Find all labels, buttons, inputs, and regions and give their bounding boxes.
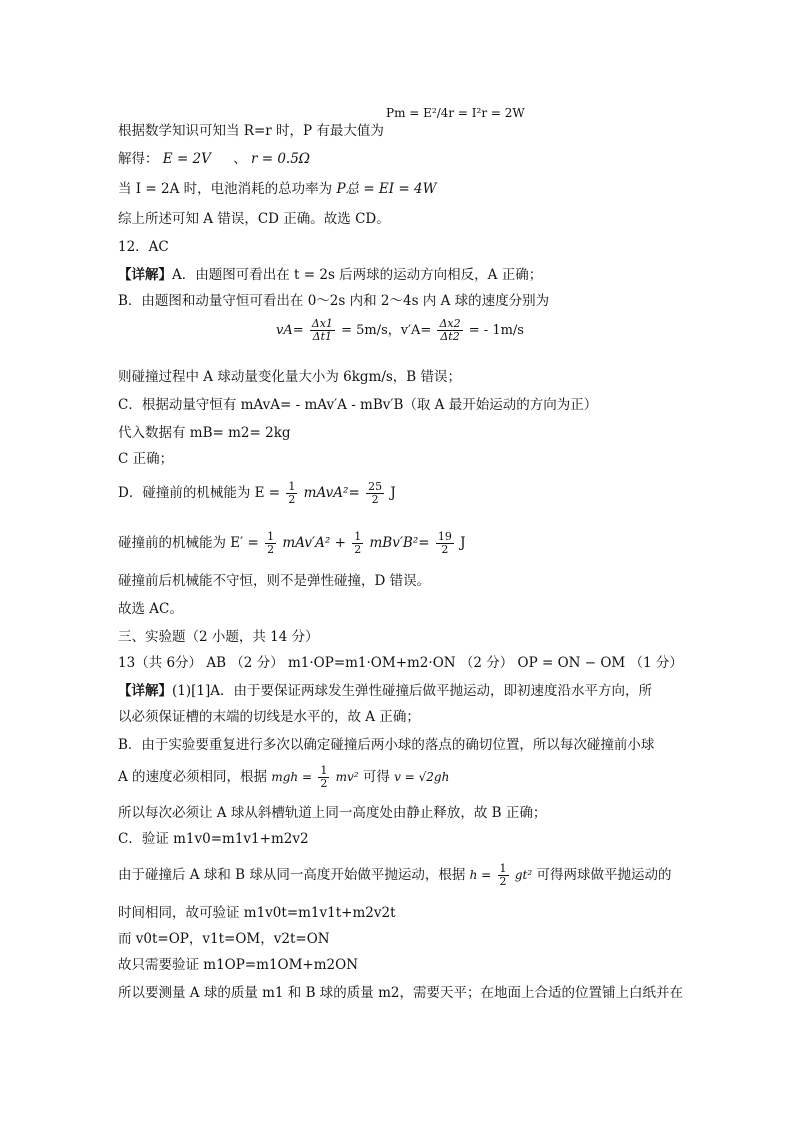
line-14: 碰撞前后机械能不守恒，则不是弹性碰撞，D 错误。 (118, 573, 431, 589)
line-24: 由于碰撞后 A 球和 B 球从同一高度开始做平抛运动，根据 h = $\frac{1}{2}$ gt² 可得两球做平抛运动的 (118, 862, 672, 888)
line-8: 则碰撞过程中 A 球动量变化量大小为 6kgm/s，B 错误； (118, 369, 462, 385)
line-22: 所以每次必须让 A 球从斜槽轨道上同一高度处由静止释放，故 B 正确； (118, 805, 547, 821)
question-13: 13（共 6分） AB （2 分） m1·OP=m1·OM+m2·ON （2 分） OP = ON − OM （1 分） (118, 655, 683, 671)
line-28: 所以要测量 A 球的质量 m1 和 B 球的质量 m2，需要天平；在地面上合适的位置铺上白纸并在 (118, 985, 683, 1001)
line-27: 故只需要验证 m1OP=m1OM+m2ON (118, 957, 359, 973)
line-9: C．根据动量守恒有 mAvA= - mAv′A - mBv′B（取 A 最开始运动的方向为正） (118, 397, 598, 413)
line-18: 【详解】(1)[1]A．由于要保证两球发生弹性碰撞后做平抛运动，即初速度沿水平方向，所 (118, 683, 652, 699)
line-25: 时间相同，故可验证 m1v0t=m1v1t+m2v2t (118, 905, 396, 921)
fraction-1: $\frac{\Delta x1}{\Delta t1}$ (311, 317, 333, 343)
line-20: B．由于实验要重复进行多次以确定碰撞后两小球的落点的确切位置，所以每次碰撞前小球 (118, 737, 655, 753)
line-1 (118, 122, 384, 140)
line-11: C 正确； (118, 451, 174, 467)
line-4: 综上所述可知 A 错误，CD 正确。故选 CD。 (118, 211, 390, 227)
line-23: C．验证 m1v0=m1v1+m2v2 (118, 831, 309, 847)
line-13: 碰撞前的机械能为 E′ = $\frac{1}{2}$ mAv′A² + $\frac{1}{2}$ mBv′B²= $\frac{19}{2}$ J (118, 530, 466, 556)
question-12: 12．AC (118, 239, 169, 255)
line-21: A 的速度必须相同，根据 mgh = $\frac{1}{2}$ mv² 可得 v = √2gh (118, 764, 450, 790)
line-1-text: 根据数学知识可知当 R=r 时，P 有最大值为 (118, 123, 384, 139)
line-7: B．由题图和动量守恒可看出在 0～2s 内和 2～4s 内 A 球的速度分别为 (118, 293, 550, 309)
line-6: 【详解】A．由题图可看出在 t = 2s 后两球的运动方向相反，A 正确； (118, 267, 543, 283)
line-19: 以必须保证槽的末端的切线是水平的，故 A 正确； (118, 709, 420, 725)
line-26: 而 v0t=OP，v1t=OM，v2t=ON (118, 931, 330, 947)
line-12: D．碰撞前的机械能为 E = $\frac{1}{2}$ mAvA²= $\frac{25}{2}$ J (118, 480, 396, 506)
section-heading: 三、实验题（2 小题，共 14 分） (118, 629, 319, 645)
pmax-formula: Pm = E²/4r = I²r = 2W (386, 106, 525, 120)
line-10: 代入数据有 mB= m2= 2kg (118, 425, 291, 441)
fraction-2: $\frac{\Delta x2}{\Delta t2}$ (439, 317, 461, 343)
line-15: 故选 AC。 (118, 601, 183, 617)
line-3: 当 I = 2A 时，电池消耗的总功率为 P总 = EI = 4W (118, 181, 437, 197)
velocity-equation: vA= $\frac{\Delta x1}{\Delta t1}$ = 5m/s，v′A= $\frac{\Delta x2}{\Delta t2}$ = - 1m/s (276, 317, 524, 343)
line-2: 解得： E = 2V 、 r = 0.5Ω (118, 151, 310, 167)
